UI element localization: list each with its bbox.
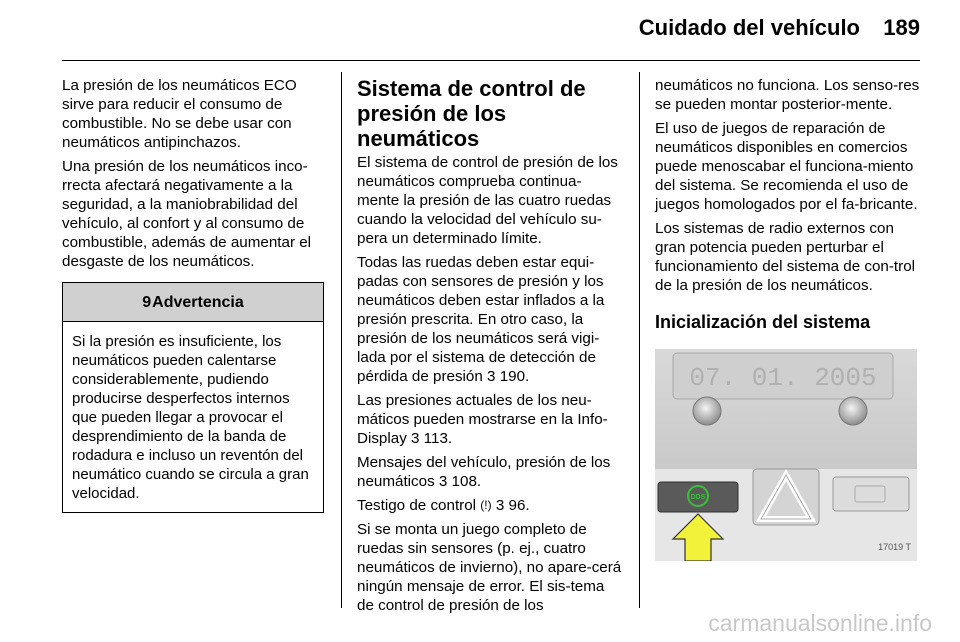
header-divider <box>62 60 920 61</box>
paragraph-info-display: Las presiones actuales de los neu-máticos pueden mostrarse en la Info-Display 3 113. <box>357 392 608 447</box>
watermark: carmanualsonline.info <box>708 610 932 636</box>
column-divider-2 <box>639 72 640 608</box>
section-heading: Sistema de control de presión de los neumáticos <box>357 76 586 151</box>
indicator-prefix: Testigo de control <box>357 497 477 514</box>
paragraph-system-description: El sistema de control de presión de los neumáticos comprueba continua-mente la presión de las cuatro ruedas cuando la velocidad del vehículo su-pera un determinado límite. <box>357 154 618 247</box>
warning-text: Si la presión es insuficiente, los neumáticos pueden calentarse considerablemente, pudiendo producirse desperfectos internos que pueden llegar a provocar el desprendimiento de la banda de rodadura e incluso un reventón del neumático cuando se circula a gran velocidad. <box>72 333 309 502</box>
dashboard-illustration <box>655 349 917 561</box>
indicator-reference: 3 96. <box>495 497 530 514</box>
right-knob-icon <box>839 397 867 425</box>
paragraph-vehicle-messages: Mensajes del vehículo, presión de los neumáticos 3 108. <box>357 454 611 490</box>
paragraph-eco-pressure: La presión de los neumáticos ECO sirve para reducir el consumo de combustible. No se debe usar con neumáticos antipinchazos. <box>62 77 297 151</box>
page-header-title: Cuidado del vehículo <box>638 15 860 40</box>
paragraph-sensors-required: Todas las ruedas deben estar equi-padas con sensores de presión y los neumáticos deben estar inflados a la presión prescrita. En otro caso, la presión de los neumáticos será vigi-lada por el sistema de detección de pérdida de presión 3 190. <box>357 254 605 385</box>
paragraph-winter-tires: Si se monta un juego completo de ruedas sin sensores (p. ej., cuatro neumáticos de invierno), no apare-cerá ningún mensaje de error. El sis-tema de control de presión de los <box>357 521 622 614</box>
warning-triangle-icon: 9 <box>142 293 152 311</box>
tire-pressure-warning-icon: (!) <box>480 498 492 512</box>
lock-button <box>833 477 909 511</box>
dds-button-label: DDS <box>690 494 706 501</box>
left-knob-icon <box>693 397 721 425</box>
page-number: 189 <box>883 15 920 40</box>
column-divider-1 <box>341 72 342 608</box>
dashboard-photo <box>655 349 917 561</box>
info-display-date: 07. 01. 2005 <box>689 363 877 393</box>
paragraph-sensors-retrofit: neumáticos no funciona. Los senso-res se pueden montar posterior-mente. <box>655 77 920 113</box>
image-code: 17019 T <box>878 542 911 552</box>
paragraph-radio-interference: Los sistemas de radio externos con gran potencia pueden perturbar el funcionamiento del sistema de con-trol de la presión de los neumáticos. <box>655 220 916 294</box>
subheading-initialization: Inicialización del sistema <box>655 312 871 332</box>
column-3 <box>655 76 923 561</box>
column-2 <box>357 76 623 620</box>
column-1 <box>62 76 327 513</box>
warning-title: Advertencia <box>152 293 244 311</box>
paragraph-repair-kits: El uso de juegos de reparación de neumáticos disponibles en comercios puede menoscabar el funciona-miento del sistema. Se recomienda el uso de juegos homologados por el fa-bricante. <box>655 120 918 213</box>
warning-box <box>62 282 324 513</box>
warning-header <box>63 283 323 322</box>
paragraph-control-indicator <box>357 496 623 515</box>
paragraph-incorrect-pressure: Una presión de los neumáticos inco-rrecta afectará negativamente a la seguridad, a la maniobrabilidad del vehículo, al confort y al consumo de combustible, además de aumentar el desgaste de los neumáticos. <box>62 158 312 270</box>
